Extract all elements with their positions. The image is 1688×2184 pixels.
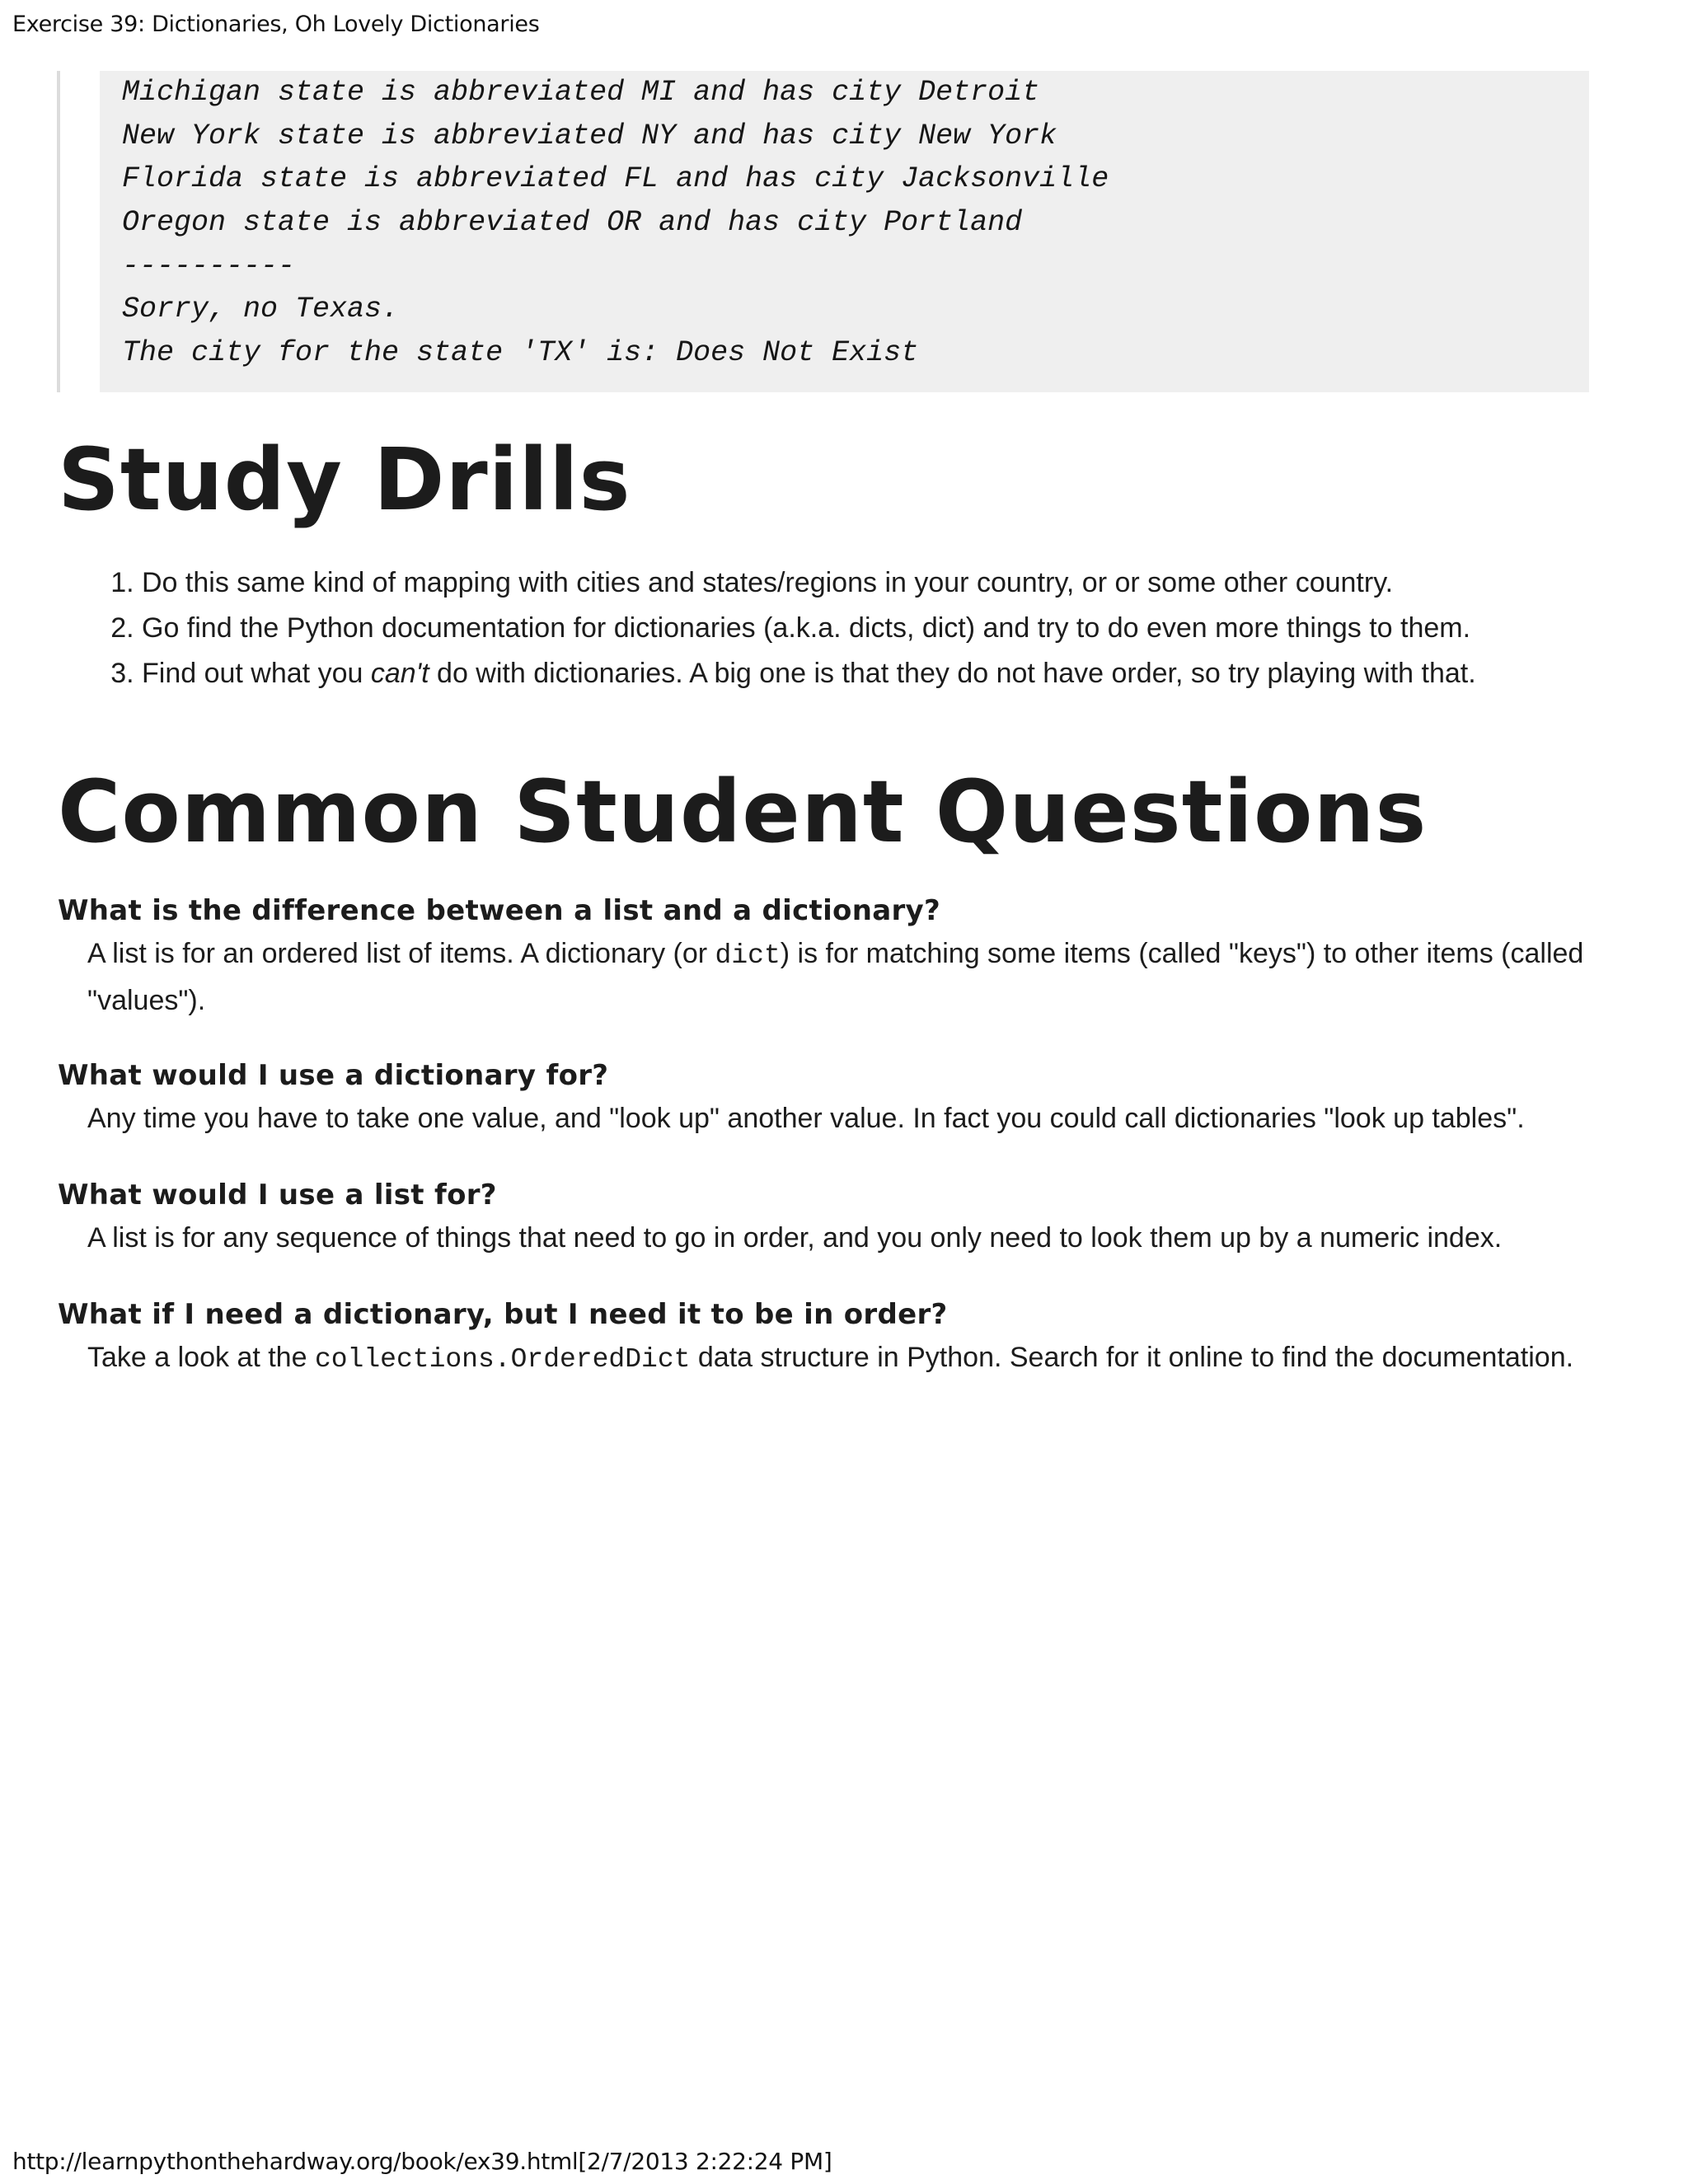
inline-code: collections.OrderedDict [314, 1344, 691, 1375]
study-drill-text: Find out what you [142, 658, 371, 689]
faq-question: What is the difference between a list and a dictionary? [58, 894, 940, 927]
code-line: Florida state is abbreviated FL and has city Jacksonville [122, 162, 1109, 196]
faq-answer: Any time you have to take one value, and "look up" another value. In fact you could call dictionaries "look up tables". [87, 1103, 1525, 1134]
code-output-block [100, 71, 1589, 392]
study-drill-item: 1. Do this same kind of mapping with cities and states/regions in your country, or or some other country. [142, 560, 1667, 606]
code-line: Sorry, no Texas. [122, 293, 400, 326]
study-drill-item [142, 651, 1667, 696]
faq-item [58, 1055, 1624, 1141]
faq-answer-text: Take a look at the [87, 1342, 315, 1373]
study-drill-text: do with dictionaries. A big one is that they do not have order, so try playing with that. [429, 658, 1476, 689]
common-questions-heading: Common Student Questions [58, 762, 1428, 862]
faq-answer [87, 931, 1637, 1024]
inline-code: dict [715, 940, 781, 971]
faq-answer-text: A list is for an ordered list of items. A dictionary (or [87, 938, 715, 969]
study-drill-emphasis: can't [370, 658, 429, 689]
faq-question: What would I use a list for? [58, 1179, 497, 1212]
print-footer-url: http://learnpythonthehardway.org/book/ex39.html[2/7/2013 2:22:24 PM] [12, 2148, 832, 2175]
code-line: Michigan state is abbreviated MI and has city Detroit [122, 76, 1040, 109]
faq-answer-text: data structure in Python. Search for it online to find the documentation. [690, 1342, 1574, 1373]
faq-item [58, 1174, 1624, 1261]
faq-answer: A list is for any sequence of things that need to go in order, and you only need to look them up by a numeric index. [87, 1222, 1503, 1254]
faq-question: What if I need a dictionary, but I need it to be in order? [58, 1298, 948, 1331]
study-drills-heading: Study Drills [58, 429, 631, 530]
code-line: New York state is abbreviated NY and has city New York [122, 119, 1057, 152]
study-drill-item: 2. Go find the Python documentation for dictionaries (a.k.a. dicts, dict) and try to do even more things to them. [142, 606, 1667, 651]
faq-item [58, 890, 1624, 1024]
print-header: Exercise 39: Dictionaries, Oh Lovely Dictionaries [12, 12, 540, 37]
faq-question: What would I use a dictionary for? [58, 1059, 609, 1092]
study-drills-list [92, 560, 1667, 696]
blockquote-bar [57, 71, 60, 392]
code-line: Oregon state is abbreviated OR and has city Portland [122, 206, 1023, 240]
faq-item [58, 1294, 1624, 1382]
faq-answer [87, 1335, 1637, 1382]
code-line: The city for the state 'TX' is: Does Not Exist [122, 336, 919, 370]
code-line: ---------- [122, 249, 296, 283]
faq-answer-text: ) is for matching some items (called "keys") to other items (called "values"). [87, 938, 1584, 1016]
